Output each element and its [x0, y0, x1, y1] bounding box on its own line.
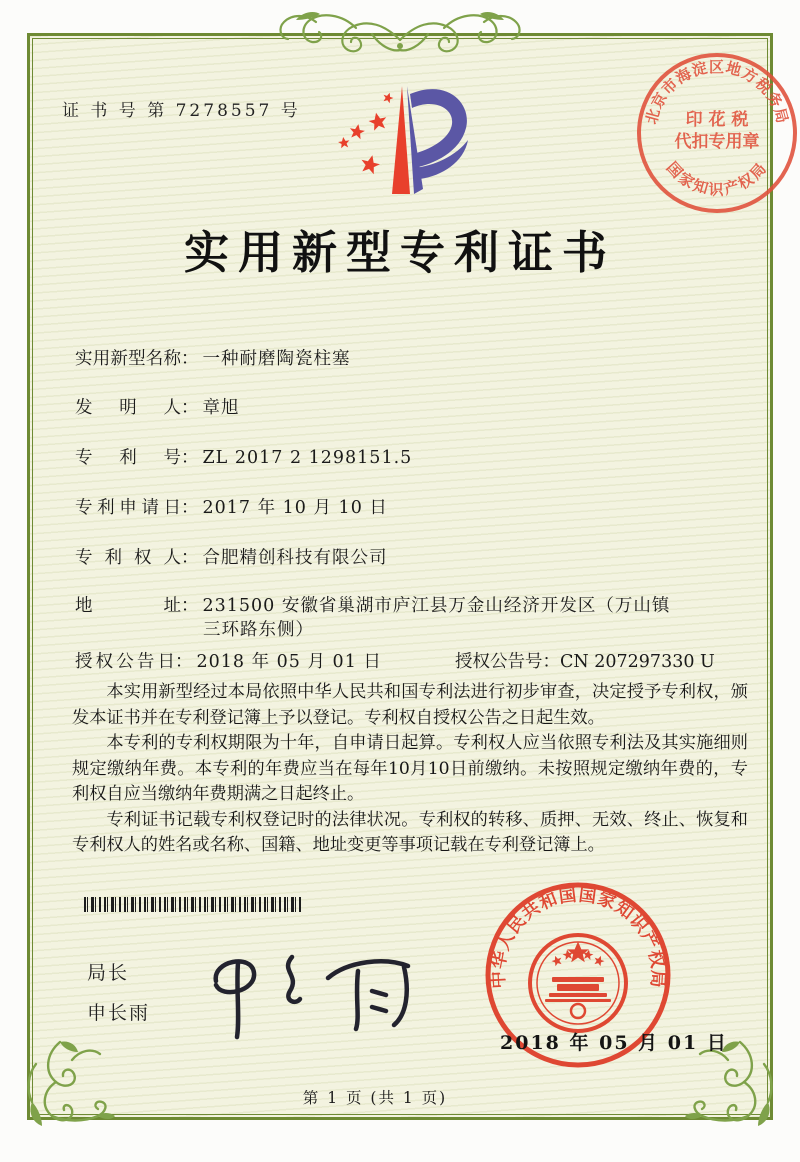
colon: ： — [542, 652, 560, 672]
barcode — [84, 897, 302, 912]
field-row-inventor — [75, 394, 240, 419]
national-emblem — [530, 935, 626, 1031]
grant-no-label: 授权公告号 — [455, 652, 543, 672]
commissioner-title: 局长 — [87, 962, 130, 984]
tax-stamp-line2: 代扣专用章 — [674, 132, 760, 152]
colon: ： — [181, 596, 199, 616]
field-value: 2017 年 10 月 10 日 — [202, 498, 388, 518]
tax-stamp-line1: 印 花 税 — [685, 110, 749, 130]
field-label: 发明人 — [75, 398, 181, 418]
seal-arc-text: 中华人民共和国国家知识产权局 — [488, 885, 668, 990]
logo-stars — [338, 91, 395, 175]
top-border-ornament — [272, 6, 528, 64]
field-row-patentee — [75, 544, 388, 569]
legal-text — [72, 680, 748, 859]
tax-stamp-bottom-arc: 国家知识产权局 — [662, 158, 772, 199]
field-label: 地址 — [75, 596, 181, 616]
field-label: 专利权人 — [75, 548, 181, 568]
commissioner-signature — [200, 933, 430, 1043]
field-label: 专利申请日 — [75, 498, 181, 518]
certificate-number: 证 书 号 第 7278557 号 — [62, 101, 301, 121]
colon: ： — [181, 498, 199, 518]
seal-date: 2018 年 05 月 01 日 — [500, 1032, 728, 1054]
field-address-line2: 三环路东侧） — [203, 620, 314, 640]
cnipa-logo — [330, 82, 475, 200]
grant-date-label: 授权公告日 — [75, 652, 175, 672]
certificate-title: 实用新型专利证书 — [183, 226, 616, 279]
svg-text:国家知识产权局 — [663, 158, 771, 198]
field-row-address — [75, 592, 670, 617]
colon: ： — [181, 398, 199, 418]
legal-paragraph-3: 专利证书记载专利权登记时的法律状况。专利权的转移、质押、无效、终止、恢复和专利权人的姓名或名称、国籍、地址变更等事项记载在专利登记簿上。 — [72, 809, 748, 855]
grant-row — [75, 648, 755, 673]
field-row-filing-date — [75, 494, 388, 519]
colon: ： — [175, 652, 193, 672]
commissioner-name: 申长雨 — [87, 1002, 151, 1024]
field-value: 231500 安徽省巢湖市庐江县万金山经济开发区（万山镇 — [202, 596, 671, 616]
field-row-utility-name — [75, 345, 351, 370]
field-value: 一种耐磨陶瓷柱塞 — [202, 349, 351, 369]
colon: ： — [181, 548, 199, 568]
field-value: 合肥精创科技有限公司 — [202, 548, 388, 568]
svg-text:中华人民共和国国家知识产权局 — [488, 885, 669, 989]
field-label: 实用新型名称 — [75, 349, 181, 369]
field-label: 专利号 — [75, 448, 181, 468]
page-footer: 第 1 页 (共 1 页) — [302, 1089, 448, 1107]
field-value: ZL 2017 2 1298151.5 — [202, 448, 413, 468]
grant-no-value: CN 207297330 U — [560, 652, 715, 672]
field-row-patent-number — [75, 444, 412, 469]
grant-date-value: 2018 年 05 月 01 日 — [196, 652, 382, 672]
colon: ： — [181, 349, 199, 369]
legal-paragraph-2: 本专利的专利权期限为十年，自申请日起算。专利权人应当依照专利法及其实施细则规定缴纳年费。本专利的年费应当在每年10月10日前缴纳。未按照规定缴纳年费的，专利权自应当缴纳年费期满之日起终止。 — [72, 733, 748, 804]
tax-stamp-top-arc: 北京市海淀区地方税务局 — [642, 57, 792, 127]
colon: ： — [181, 448, 199, 468]
tax-stamp — [632, 48, 800, 218]
legal-paragraph-1: 本实用新型经过本局依照中华人民共和国专利法进行初步审查，决定授予专利权，颁发本证书并在专利登记簿上予以登记。专利权自授权公告之日起生效。 — [72, 682, 748, 728]
logo-red-wedge — [392, 86, 410, 194]
field-value: 章旭 — [202, 398, 240, 418]
